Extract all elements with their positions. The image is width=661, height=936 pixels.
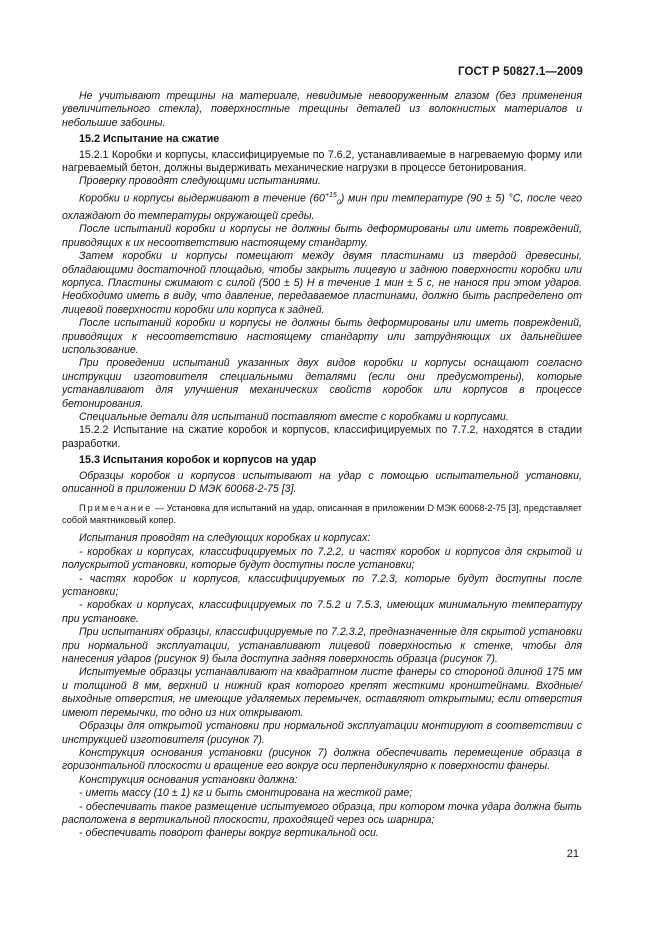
paragraph: Проверку проводят следующими испытаниями. <box>79 175 321 188</box>
paragraph: Не учитывают трещины на материале, невидимые невооруженным глазом (без применения увеличительного стекла), поверхностные трещины деталей из волокнистых материалов и небольшие забоины. <box>62 90 582 129</box>
text-run: ) мин при температуре (90 ± 5) °С, после чего охлаждают до температуры окружающей среды. <box>62 192 582 222</box>
paragraph-with-tolerance <box>62 189 582 223</box>
paragraph: Испытания проводят на следующих коробках и корпусах: <box>79 532 371 545</box>
paragraph: Конструкция основания установки должна: <box>79 773 298 786</box>
paragraph: 15.2.2 Испытание на сжатие коробок и корпусов, классифицируемых по 7.7.2, находятся в стадии разработки. <box>62 424 582 450</box>
list-item: - иметь массу (10 ± 1) кг и быть смонтирована на жесткой раме; <box>79 787 413 800</box>
paragraph: При испытаниях образцы, классифицируемые по 7.2.3.2, предназначенные для скрытой установки при нормальной эксплуатации, устанавливают лицевой поверхностью к стенке, чтобы для нанесения ударов (рисунок 9) была доступна задняя поверхность образца (рисунок 7). <box>62 626 582 666</box>
text-run: Коробки и корпусы выдерживают в течение (60 <box>79 192 325 205</box>
paragraph: 15.2.1 Коробки и корпусы, классифицируемые по 7.6.2, устанавливаемые в нагреваемую форму или нагреваемый бетон, должны выдерживать механические нагрузки в процессе бетонирования. <box>62 148 582 175</box>
paragraph: Затем коробки и корпусы помещают между двумя пластинами из твердой древесины, обладающими достаточной площадью, чтобы закрыть лицевую и заднюю поверхности коробки или корпуса. Пластины сжимают с силой (500 ± 5) Н в течение 1 мин ± 5 с, не нанося при этом ударов. Необходимо иметь в виду, что давление, передаваемое пластинами, должно быть распределено от лицевой поверхности коробки или корпуса к задней. <box>62 250 582 316</box>
list-item: - коробках и корпусах, классифицируемых по 7.2.2, и частях коробок и корпусов для скрытой и полускрытой установки, которые будут доступны после установки; <box>62 545 582 572</box>
tolerance-subscript: 0 <box>336 199 341 207</box>
section-heading-15-2: 15.2 Испытание на сжатие <box>79 133 220 146</box>
page-number: 21 <box>566 848 579 860</box>
tolerance-superscript: +15 <box>324 191 337 199</box>
note-label: Примечание <box>79 503 153 514</box>
note <box>62 502 582 526</box>
list-item: - обеспечивать поворот фанеры вокруг вертикальной оси. <box>79 827 379 840</box>
paragraph: При проведении испытаний указанных двух видов коробки и корпусы оснащают согласно инструкции изготовителя специальными деталями (если они предусмотрены), которые устанавливают для улучшения механических свойств коробок или корпусов в процессе бетонирования. <box>62 357 582 410</box>
list-item: - коробках и корпусах, классифицируемых по 7.5.2 и 7.5.3, имеющих минимальную температуру при установке. <box>62 599 582 625</box>
paragraph: Образцы для открытой установки при нормальной эксплуатации монтируют в соответствии с инструкцией изготовителя (рисунок 7). <box>62 720 582 746</box>
list-item: - частях коробок и корпусов, классифицируемых по 7.2.3, которые будут доступны после установки; <box>62 572 582 599</box>
note-text: — Установка для испытаний на удар, описанная в приложении D МЭК 60068-2-75 [3], представляет собой маятниковый копер. <box>62 503 582 526</box>
paragraph: Конструкция основания установки (рисунок 7) должна обеспечивать перемещение образца в горизонтальной плоскости и вращение его вокруг оси перпендикулярно к поверхности фанеры. <box>62 746 582 773</box>
paragraph: Образцы коробок и корпусов испытывают на удар с помощью испытательной установки, описанной в приложении D МЭК 60068-2-75 [3]. <box>62 469 582 496</box>
list-item: - обеспечивать такое размещение испытуемого образца, при котором точка удара должна быть расположена в вертикальной плоскости, проходящей через ось шарнира; <box>62 800 582 826</box>
standard-header: ГОСТ Р 50827.1—2009 <box>458 66 583 78</box>
paragraph: После испытаний коробки и корпусы не должны быть деформированы или иметь повреждений, приводящих к несоответствию настоящему стандарту или затрудняющих их дальнейшее использование. <box>62 317 582 356</box>
document-body <box>62 90 582 841</box>
paragraph: Испытуемые образцы устанавливают на квадратном листе фанеры со стороной длиной 175 мм и толщиной 8 мм, верхний и нижний края которого крепят жесткими кронштейнами. Входные/выходные отверстия, не имеющие удаляемых перемычек, оставляют открытыми; если отверстия имеют перемычки, то одно из них открывают. <box>62 666 582 719</box>
paragraph: Специальные детали для испытаний поставляют вместе с коробками и корпусами. <box>79 410 509 423</box>
paragraph: После испытаний коробки и корпусы не должны быть деформированы или иметь повреждений, приводящих к их несоответствию настоящему стандарту. <box>62 223 582 249</box>
section-heading-15-3: 15.3 Испытания коробок и корпусов на удар <box>79 454 317 467</box>
